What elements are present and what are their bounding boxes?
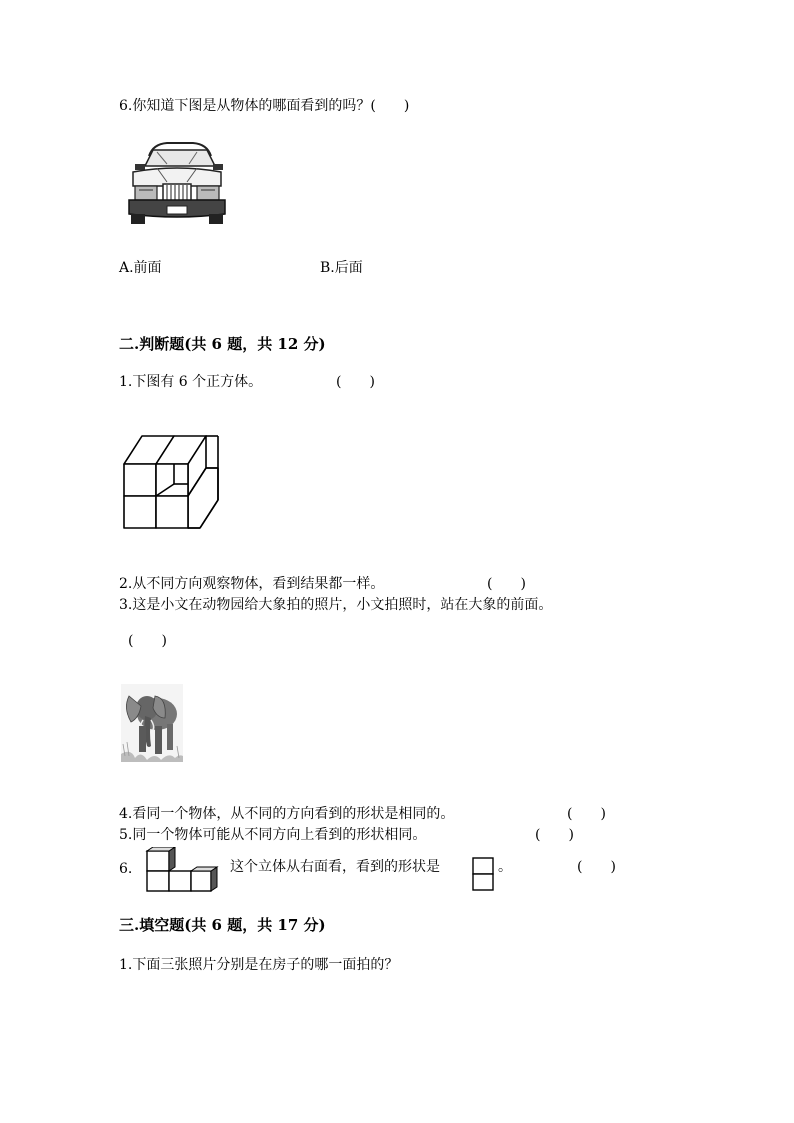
block-solid-figure xyxy=(145,847,219,893)
judge-q6-number: 6. xyxy=(119,861,133,877)
judge-q4-text: 4.看同一个物体，从不同的方向看到的形状是相同的。 xyxy=(119,806,455,822)
judge-q3-blank: ( ) xyxy=(128,633,167,649)
option-a: A.前面 xyxy=(119,260,162,276)
section-3-heading: 三.填空题(共 6 题，共 17 分) xyxy=(119,916,326,934)
option-b: B.后面 xyxy=(320,260,363,276)
question-6-text: 6.你知道下图是从物体的哪面看到的吗？( ) xyxy=(119,98,410,114)
judge-q3-text: 3.这是小文在动物园给大象拍的照片，小文拍照时，站在大象的前面。 xyxy=(119,597,553,613)
section-2-heading: 二.判断题(共 6 题，共 12 分) xyxy=(119,335,326,353)
car-front-image xyxy=(127,138,227,228)
judge-q6-blank: ( ) xyxy=(577,859,616,875)
judge-q1-blank: ( ) xyxy=(336,374,375,390)
cube-stack-figure xyxy=(122,432,224,532)
right-view-shape xyxy=(472,857,494,891)
judge-q6-text-before: 这个立体从右面看，看到的形状是 xyxy=(230,859,440,875)
judge-q1-text: 1.下图有 6 个正方体。 xyxy=(119,374,263,390)
judge-q4-blank: ( ) xyxy=(567,806,606,822)
judge-q5-blank: ( ) xyxy=(535,827,574,843)
judge-q6-text-after: 。 xyxy=(498,859,512,875)
fill-q1-text: 1.下面三张照片分别是在房子的哪一面拍的？ xyxy=(119,957,399,973)
judge-q5-text: 5.同一个物体可能从不同方向上看到的形状相同。 xyxy=(119,827,427,843)
judge-q2-blank: ( ) xyxy=(487,576,526,592)
judge-q2-text: 2.从不同方向观察物体，看到结果都一样。 xyxy=(119,576,385,592)
elephant-photo xyxy=(121,684,183,762)
